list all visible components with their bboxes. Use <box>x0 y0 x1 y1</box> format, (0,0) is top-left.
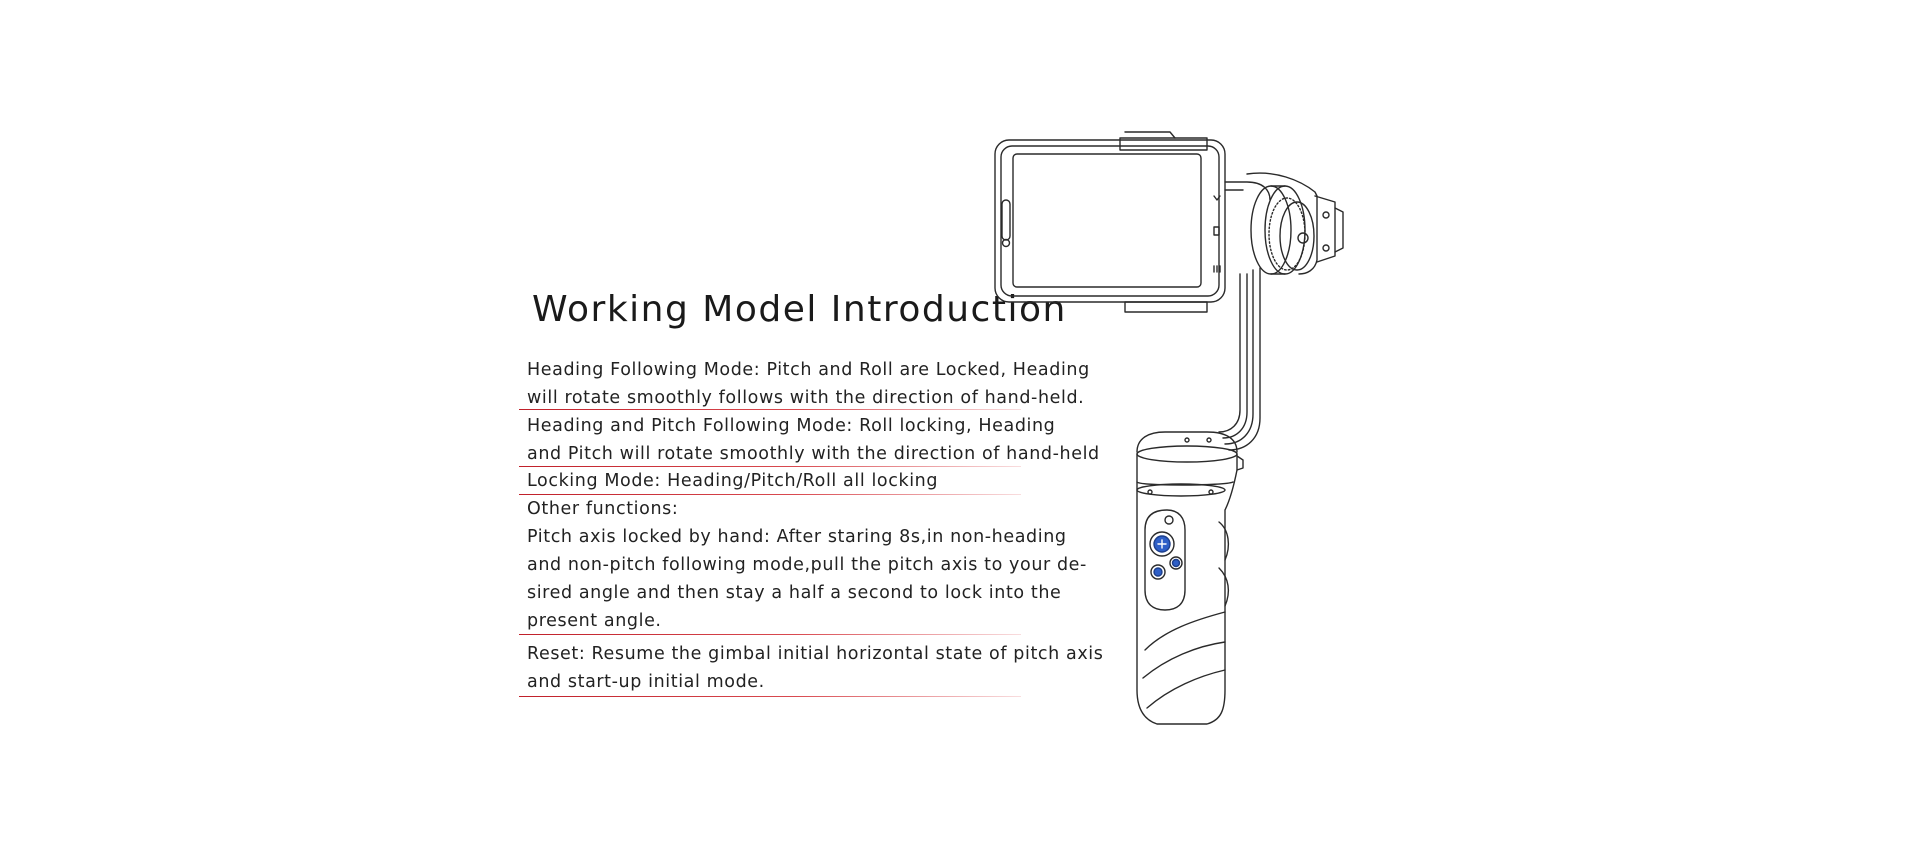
text-line: Reset: Resume the gimbal initial horizontal state of pitch axis <box>527 644 1104 664</box>
text-line: will rotate smoothly follows with the direction of hand-held. <box>527 388 1085 408</box>
text-line: Other functions: <box>527 499 679 519</box>
text-line: present angle. <box>527 611 662 631</box>
text-line: and non-pitch following mode,pull the pitch axis to your de- <box>527 555 1087 575</box>
page-title: Working Model Introduction <box>532 289 1067 330</box>
text-line: Locking Mode: Heading/Pitch/Roll all locking <box>527 471 939 491</box>
divider <box>519 409 1021 410</box>
text-line: Pitch axis locked by hand: After staring 8s,in non-heading <box>527 527 1067 547</box>
divider <box>519 696 1021 697</box>
text-line: Heading Following Mode: Pitch and Roll are Locked, Heading <box>527 360 1090 380</box>
text-line: sired angle and then stay a half a second to lock into the <box>527 583 1062 603</box>
gimbal-illustration <box>985 130 1355 750</box>
text-line: and Pitch will rotate smoothly with the direction of hand-held <box>527 444 1100 464</box>
text-line: Heading and Pitch Following Mode: Roll locking, Heading <box>527 416 1056 436</box>
text-line: and start-up initial mode. <box>527 672 765 692</box>
divider <box>519 634 1021 635</box>
